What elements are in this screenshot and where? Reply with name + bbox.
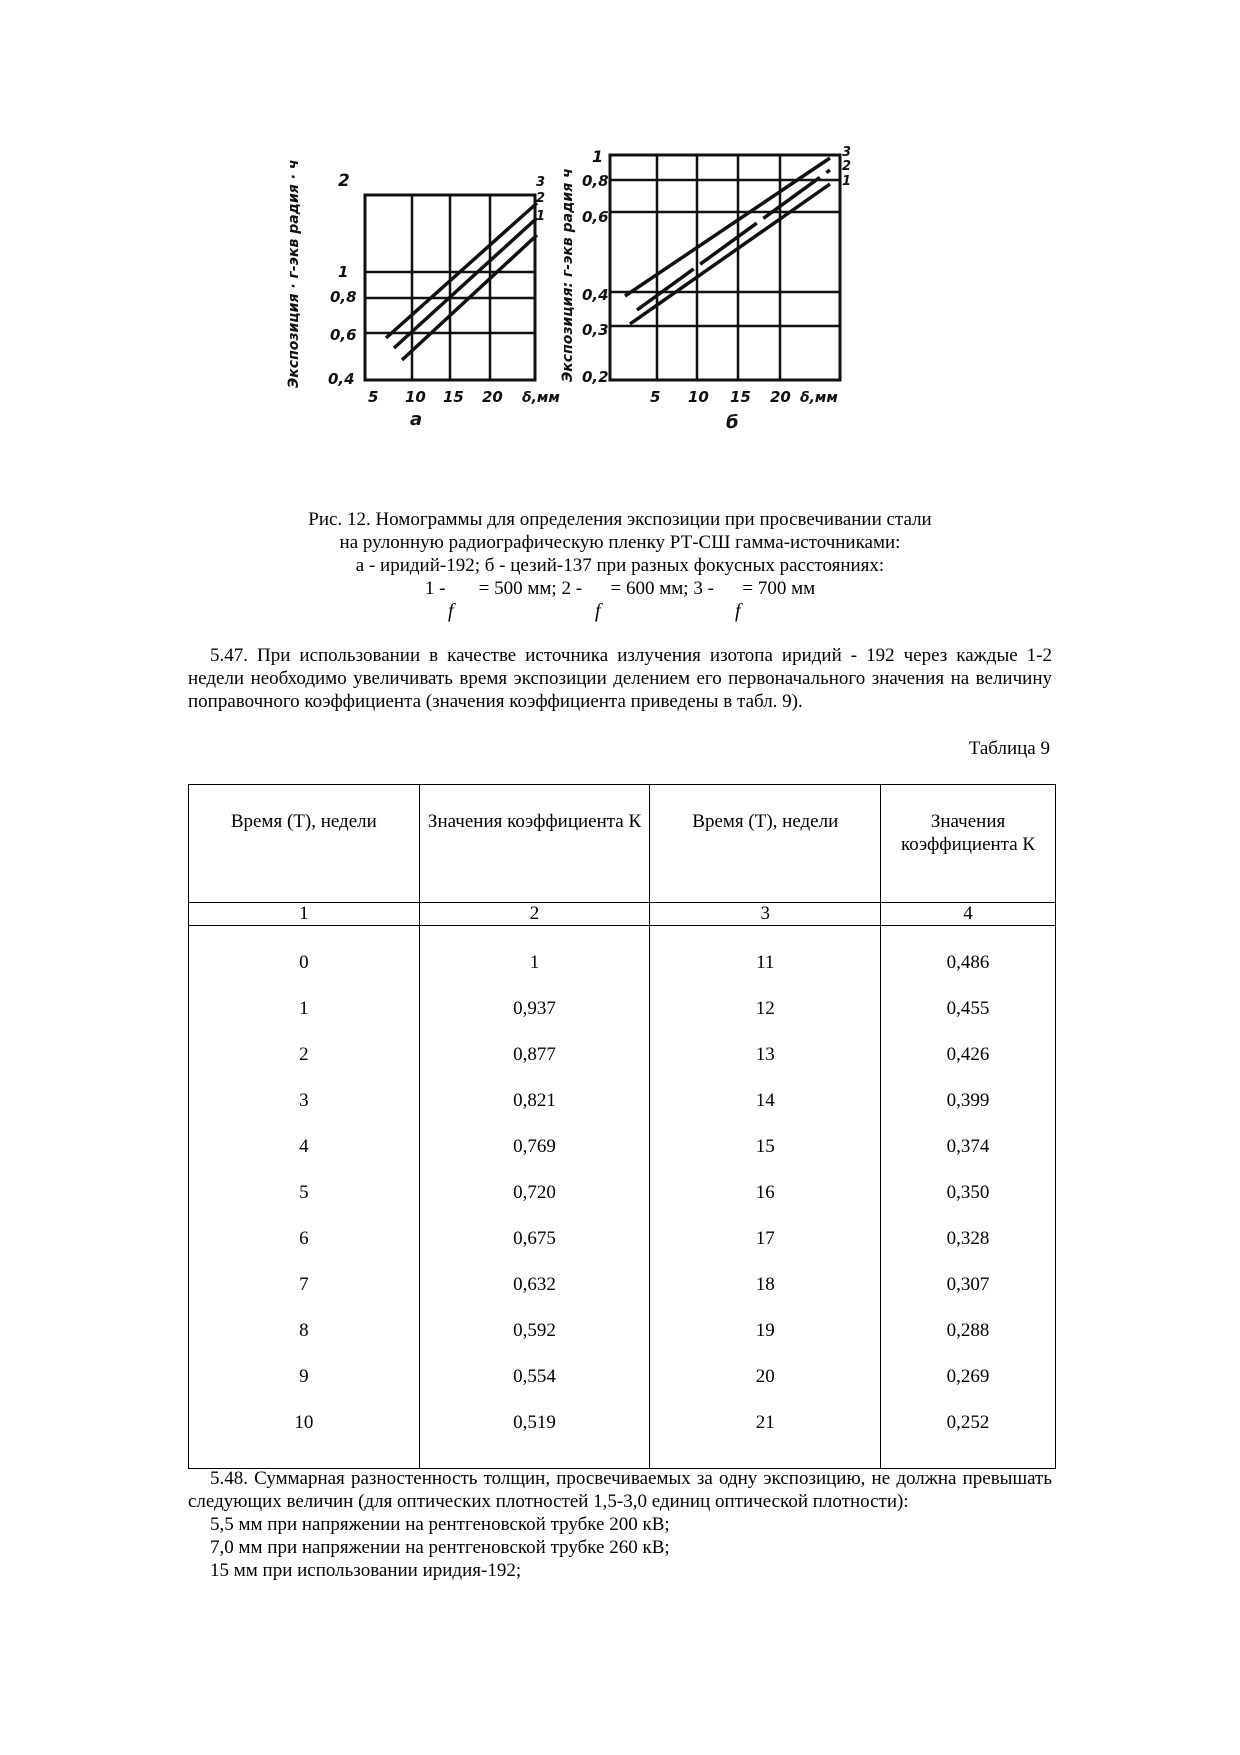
b-xtick-2: 15: [730, 388, 751, 406]
table-cell: 10: [189, 1400, 420, 1469]
curve-b-2: [637, 170, 830, 310]
table-cell: 15: [650, 1124, 881, 1170]
table-cell: 0,519: [419, 1400, 650, 1469]
a-ytick-3: 0,6: [330, 326, 357, 344]
table-cell: 0,426: [881, 1032, 1056, 1078]
table-9-header-2: Значения коэффициента К: [419, 785, 650, 903]
a-ytick-4: 0,4: [328, 370, 355, 388]
a-xtick-2: 15: [443, 388, 464, 406]
a-ytick-1: 1: [338, 263, 349, 281]
b-xtick-3: 20: [770, 388, 791, 406]
b-curve-label-1: 1: [842, 174, 852, 189]
b-ytick-1: 0,8: [582, 172, 609, 190]
paragraph-5-48-item-3: 15 мм при использовании иридия-192;: [210, 1560, 522, 1581]
table-9-colnum-4: 4: [881, 903, 1056, 926]
table-cell: 0,307: [881, 1262, 1056, 1308]
a-ytick-2: 0,8: [330, 288, 357, 306]
paragraph-5-48-intro: 5.48. Суммарная разностенность толщин, просвечиваемых за одну экспозицию, не должна превышать следующих величин (для оптических плотностей 1,5-3,0 единиц оптической плотности):: [188, 1468, 1052, 1512]
table-9-colnum-2: 2: [419, 903, 650, 926]
table-row: [189, 926, 1056, 987]
table-cell: 0,252: [881, 1400, 1056, 1469]
caption-f-symbol-2: f: [595, 600, 601, 622]
caption-line-3: а - иридий-192; б - цезий-137 при разных фокусных расстояниях:: [355, 555, 885, 576]
table-cell: 18: [650, 1262, 881, 1308]
curve-a-2: [394, 218, 537, 348]
table-row: [189, 986, 1056, 1032]
a-xtick-1: 10: [405, 388, 426, 406]
table-cell: 0,675: [419, 1216, 650, 1262]
b-curve-label-3: 3: [842, 145, 852, 160]
table-9-colnum-1: 1: [189, 903, 420, 926]
table-cell: 0,720: [419, 1170, 650, 1216]
paragraph-5-48-item-1: 5,5 мм при напряжении на рентгеновской трубке 200 кВ;: [210, 1514, 670, 1535]
table-cell: 20: [650, 1354, 881, 1400]
b-ytick-4: 0,3: [582, 321, 609, 339]
table-cell: 0,288: [881, 1308, 1056, 1354]
a-curve-label-1: 1: [536, 209, 546, 224]
table-row: [189, 1032, 1056, 1078]
table-cell: 4: [189, 1124, 420, 1170]
table-cell: 0,269: [881, 1354, 1056, 1400]
table-cell: 13: [650, 1032, 881, 1078]
a-curve-label-3: 3: [536, 175, 546, 190]
figure-caption: [200, 508, 1040, 624]
caption-f-symbols: [200, 600, 1040, 624]
b-y-axis-label: Экспозиция: г-экв радия ч: [560, 168, 576, 382]
table-cell: 0,877: [419, 1032, 650, 1078]
a-x-unit: δ,мм: [522, 390, 560, 406]
curve-b-1: [630, 184, 830, 324]
b-ytick-3: 0,4: [582, 286, 609, 304]
table-row: [189, 1400, 1056, 1469]
b-panel-letter: б: [726, 412, 739, 433]
table-cell: 3: [189, 1078, 420, 1124]
table-cell: 17: [650, 1216, 881, 1262]
table-9-header-3: Время (Т), недели: [650, 785, 881, 903]
curve-a-3: [386, 203, 537, 338]
a-xtick-0: 5: [368, 388, 379, 406]
table-9-header-4: Значения коэффициента К: [881, 785, 1056, 903]
table-cell: 12: [650, 986, 881, 1032]
figure-nomograms: [286, 145, 970, 480]
a-y-axis-label: Экспозиция · г-экв радия · ч: [286, 159, 302, 388]
paragraph-5-48-item-2: 7,0 мм при напряжении на рентгеновской трубке 260 кВ;: [210, 1537, 670, 1558]
table-cell: 8: [189, 1308, 420, 1354]
table-row: [189, 1308, 1056, 1354]
table-cell: 11: [650, 926, 881, 987]
table-row: [189, 1354, 1056, 1400]
table-cell: 16: [650, 1170, 881, 1216]
nomogram-b: [560, 145, 851, 433]
b-x-unit: δ,мм: [800, 390, 838, 406]
table-cell: 0,821: [419, 1078, 650, 1124]
table-cell: 0,554: [419, 1354, 650, 1400]
table-cell: 0,769: [419, 1124, 650, 1170]
b-curve-label-2: 2: [842, 159, 852, 174]
paragraph-5-47: [188, 644, 1052, 713]
a-curve-label-2: 2: [536, 191, 546, 206]
paragraph-5-47-text: 5.47. При использовании в качестве источника излучения изотопа иридий - 192 через каждые 1-2 недели необходимо увеличивать время экспозиции делением его первоначального значения на величину поправочного коэффициента (значения коэффициента приведены в табл. 9).: [188, 645, 1052, 712]
table-cell: 0,399: [881, 1078, 1056, 1124]
table-row: [189, 1262, 1056, 1308]
a-ytick-0: 2: [338, 171, 350, 191]
table-row: [189, 1216, 1056, 1262]
b-xtick-0: 5: [650, 388, 661, 406]
table-9: [188, 784, 1056, 1469]
table-9-label: Таблица 9: [968, 738, 1050, 759]
table-cell: 1: [419, 926, 650, 987]
caption-f-symbol-1: f: [448, 600, 454, 622]
table-cell: 19: [650, 1308, 881, 1354]
table-9-header-1: Время (Т), недели: [189, 785, 420, 903]
table-cell: 0,592: [419, 1308, 650, 1354]
table-9-header-row: [189, 785, 1056, 903]
table-cell: 1: [189, 986, 420, 1032]
table-9-colnum-3: 3: [650, 903, 881, 926]
table-cell: 0,937: [419, 986, 650, 1032]
b-ytick-2: 0,6: [582, 208, 609, 226]
table-cell: 0: [189, 926, 420, 987]
table-row: [189, 1078, 1056, 1124]
caption-f-symbol-3: f: [735, 600, 741, 622]
table-9-column-numbers: [189, 903, 1056, 926]
b-xtick-1: 10: [688, 388, 709, 406]
table-cell: 0,455: [881, 986, 1056, 1032]
table-cell: 0,632: [419, 1262, 650, 1308]
nomogram-drawing: [286, 145, 970, 480]
caption-line-1: Рис. 12. Номограммы для определения экспозиции при просвечивании стали: [308, 509, 932, 530]
table-cell: 14: [650, 1078, 881, 1124]
table-cell: 21: [650, 1400, 881, 1469]
b-ytick-5: 0,2: [582, 368, 609, 386]
b-ytick-0: 1: [592, 147, 604, 166]
table-cell: 0,486: [881, 926, 1056, 987]
table-cell: 6: [189, 1216, 420, 1262]
table-cell: 7: [189, 1262, 420, 1308]
table-cell: 0,350: [881, 1170, 1056, 1216]
paragraph-5-48: [188, 1467, 1052, 1582]
table-row: [189, 1170, 1056, 1216]
table-cell: 0,328: [881, 1216, 1056, 1262]
caption-line-2: на рулонную радиографическую пленку РТ-СШ гамма-источниками:: [339, 532, 901, 553]
table-cell: 9: [189, 1354, 420, 1400]
table-cell: 2: [189, 1032, 420, 1078]
table-row: [189, 1124, 1056, 1170]
a-xtick-3: 20: [482, 388, 503, 406]
nomogram-a: [286, 160, 560, 430]
a-panel-letter: а: [410, 409, 423, 430]
caption-line-4: 1 - = 500 мм; 2 - = 600 мм; 3 - = 700 мм: [424, 578, 816, 599]
table-cell: 5: [189, 1170, 420, 1216]
table-cell: 0,374: [881, 1124, 1056, 1170]
